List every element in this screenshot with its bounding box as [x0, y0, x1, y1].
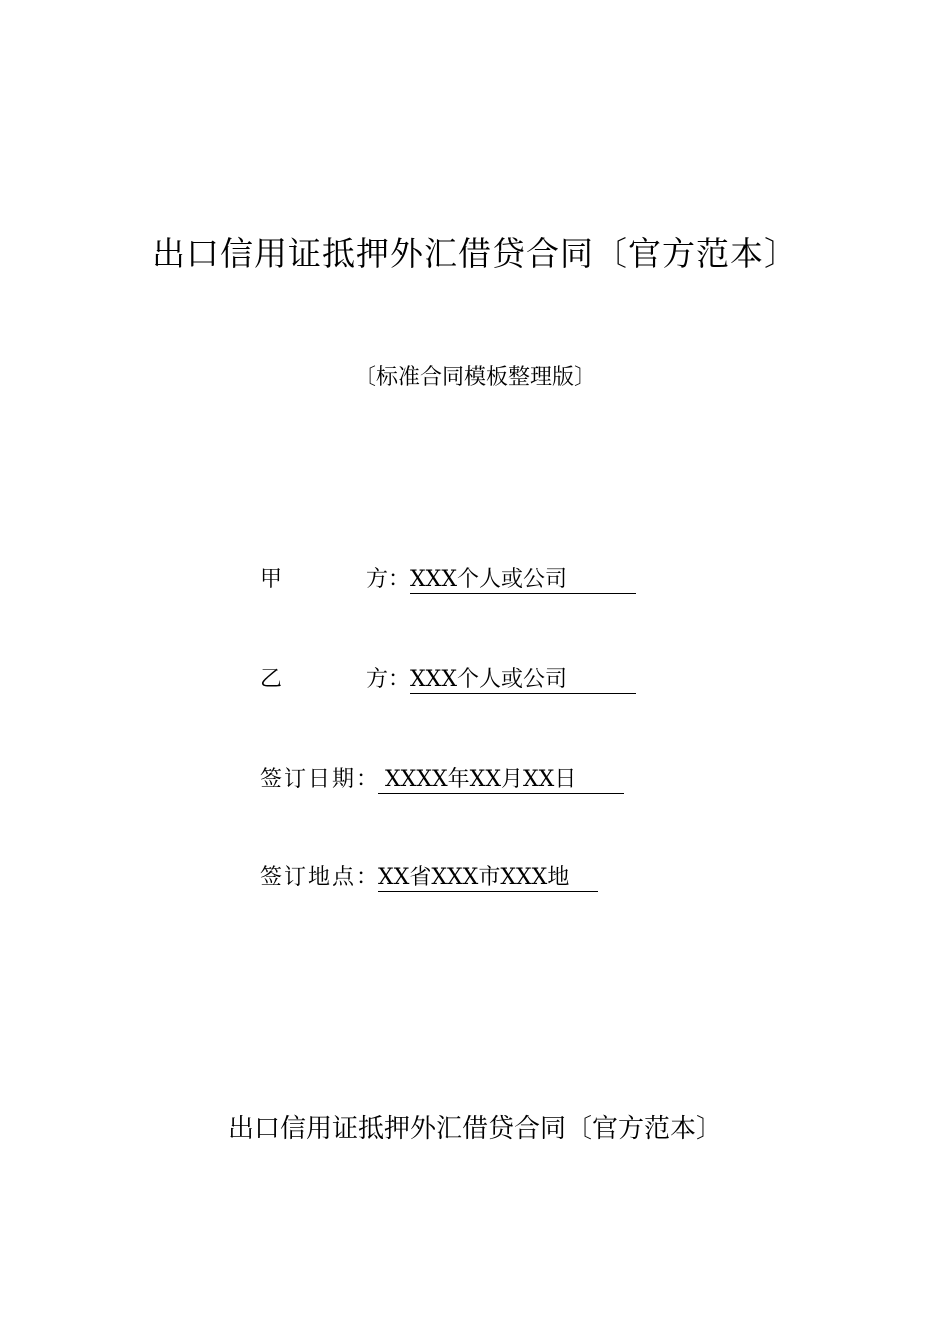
party-b-value: XXX个人或公司 — [410, 668, 636, 694]
document-title: 出口信用证抵押外汇借贷合同〔官方范本〕 — [152, 234, 798, 273]
signing-place-colon: ： — [356, 865, 379, 890]
signing-date-value: XXXX年XX月XX日 — [378, 768, 624, 794]
party-a-label-char-1: 甲 — [260, 567, 283, 592]
signing-place-field — [260, 860, 598, 892]
signing-date-colon: ： — [356, 767, 379, 792]
party-a-label — [260, 562, 388, 593]
signing-date-label: 签订日期 — [260, 767, 357, 792]
party-a-label-char-2: 方 — [365, 567, 388, 592]
party-a-colon: ： — [388, 567, 411, 592]
footer-title: 出口信用证抵押外汇借贷合同〔官方范本〕 — [227, 1114, 722, 1144]
party-b-colon: ： — [388, 667, 411, 692]
signing-place-label: 签订地点 — [260, 865, 357, 890]
document-subtitle: 〔标准合同模板整理版〕 — [353, 365, 596, 390]
party-b-label — [260, 662, 388, 693]
signing-date-field — [260, 762, 624, 794]
party-b-field — [260, 662, 636, 694]
party-a-field — [260, 562, 636, 594]
party-b-label-char-1: 乙 — [260, 667, 283, 692]
party-b-label-char-2: 方 — [365, 667, 388, 692]
signing-place-value: XX省XXX市XXX地 — [378, 866, 598, 892]
party-a-value: XXX个人或公司 — [410, 568, 636, 594]
